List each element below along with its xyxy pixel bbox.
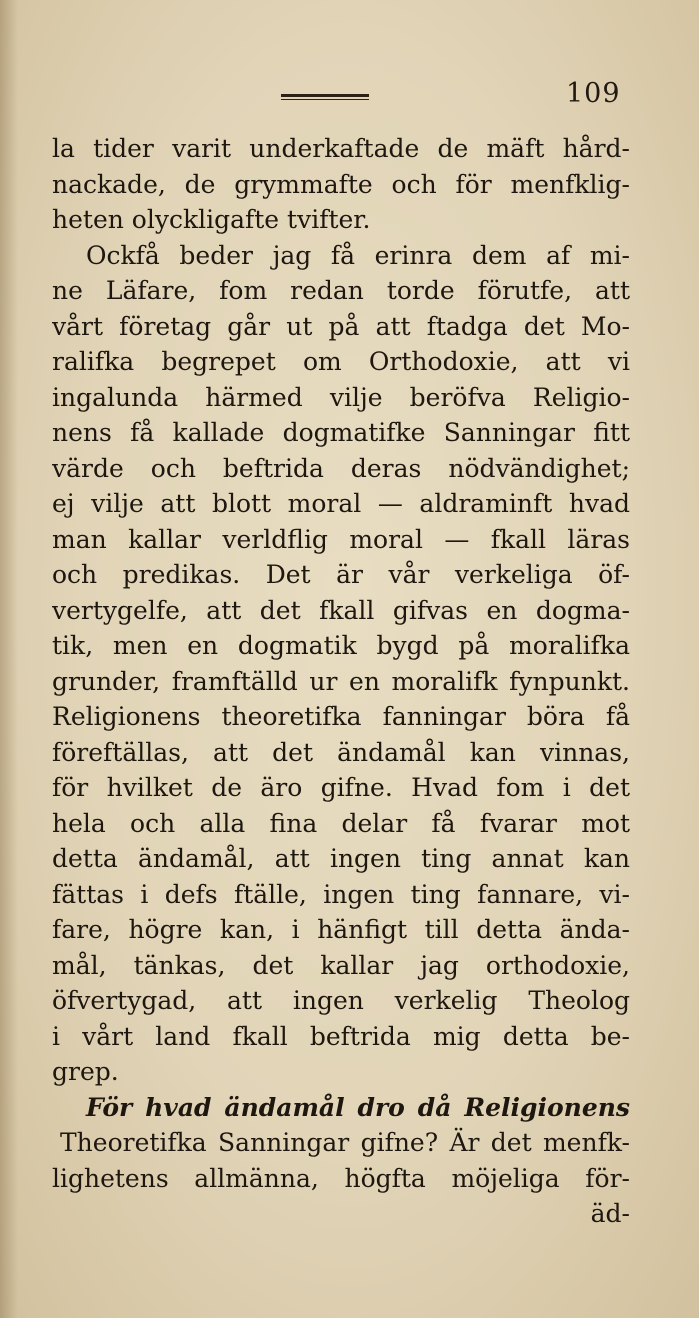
header-rule xyxy=(281,94,369,100)
text-line: fättas i defs ftälle, ingen ting fannare, vi- xyxy=(52,879,630,909)
text-line: grep. xyxy=(52,1057,119,1086)
text-line: fare, högre kan, i hänfigt till detta ända- xyxy=(52,915,630,944)
text-line: man kallar verldflig moral — fkall läras xyxy=(52,524,630,554)
text-line: la tider varit underkaftade de mäft hård- xyxy=(52,134,630,163)
body-text xyxy=(52,131,630,1232)
text-line: föreftällas, att det ändamål kan vinnas, xyxy=(52,737,630,767)
text-line: detta ändamål, att ingen ting annat kan xyxy=(52,844,630,873)
text-line: hela och alla fina delar få fvarar mot xyxy=(52,808,630,838)
text-line: värde och beftrida deras nödvändighet; xyxy=(52,453,630,483)
text-line: Religionens theoretifka fanningar böra få xyxy=(52,702,630,731)
text-line: nackade, de grymmafte och för menfklig- xyxy=(52,169,630,199)
page-number: 109 xyxy=(566,78,621,109)
text-line: öfvertygad, att ingen verkelig Theolog xyxy=(52,986,630,1015)
text-line: grunder, framftälld ur en moralifk fynpunkt. xyxy=(52,666,630,696)
catchword: äd- xyxy=(590,1199,630,1228)
text-line: nens få kallade dogmatifke Sanningar fitt xyxy=(52,418,630,447)
text-line: vårt företag går ut på att ftadga det Mo- xyxy=(52,311,630,341)
text-line: ej vilje att blott moral — aldraminft hvad xyxy=(52,489,630,518)
text-line: lighetens allmänna, högfta möjeliga för- xyxy=(52,1163,630,1193)
text-line: mål, tänkas, det kallar jag orthodoxie, xyxy=(52,950,630,980)
text-line: För hvad ändamål dro då Religionens xyxy=(86,1092,630,1122)
text-line: tik, men en dogmatik bygd på moralifka xyxy=(52,631,630,660)
text-line: i vårt land fkall beftrida mig detta be- xyxy=(52,1021,630,1051)
text-line: ne Läfare, fom redan torde förutfe, att xyxy=(52,276,630,305)
text-line: Ockfå beder jag få erinra dem af mi- xyxy=(86,240,630,270)
text-line: vertygelfe, att det fkall gifvas en dogma- xyxy=(52,595,630,625)
text-line: för hvilket de äro gifne. Hvad fom i det xyxy=(52,773,630,802)
text-line: och predikas. Det är vår verkeliga öf- xyxy=(52,560,630,589)
text-line: heten olyckligafte tvifter. xyxy=(52,205,371,234)
text-line: Theoretifka Sanningar gifne? Är det menfk- xyxy=(60,1128,630,1157)
text-line: ingalunda härmed vilje beröfva Religio- xyxy=(52,382,630,412)
text-line: ralifka begrepet om Orthodoxie, att vi xyxy=(52,347,630,376)
